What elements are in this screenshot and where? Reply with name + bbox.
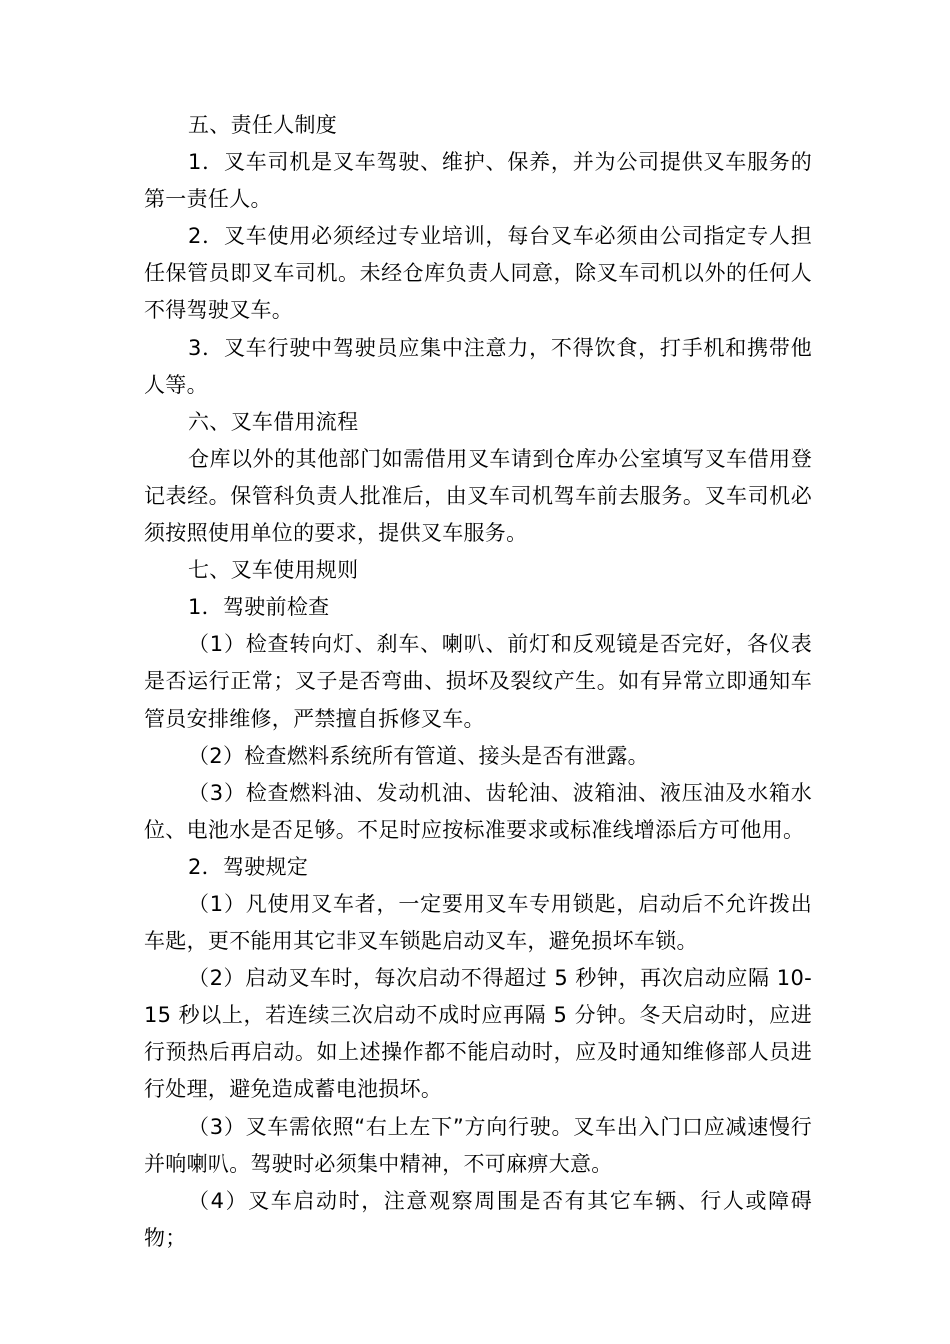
paragraph-5-2: 2．叉车使用必须经过专业培训，每台叉车必须由公司指定专人担任保管员即叉车司机。未经仓库负责人同意，除叉车司机以外的任何人不得驾驶叉车。 [144, 224, 812, 323]
section-heading-6: 六、叉车借用流程 [188, 409, 359, 434]
paragraph-check-3: （3）检查燃料油、发动机油、齿轮油、波箱油、液压油及水箱水位、电池水是否足够。不足时应按标准要求或标准线增添后方可他用。 [144, 780, 812, 842]
paragraph-5-3: 3．叉车行驶中驾驶员应集中注意力，不得饮食，打手机和携带他人等。 [144, 335, 812, 397]
document-body [144, 107, 812, 1257]
paragraph-6-1: 仓库以外的其他部门如需借用叉车请到仓库办公室填写叉车借用登记表经。保管科负责人批准后，由叉车司机驾车前去服务。叉车司机必须按照使用单位的要求，提供叉车服务。 [144, 446, 812, 546]
paragraph-check-2: （2）检查燃料系统所有管道、接头是否有泄露。 [188, 743, 649, 768]
paragraph-rule-2: （2）启动叉车时，每次启动不得超过 5 秒钟，再次启动应隔 10-15 秒以上，若连续三次启动不成时应再隔 5 分钟。冬天启动时，应进行预热后再启动。如上述操作都不能启动时，应及时通知维修部人员进行处理，避免造成蓄电池损坏。 [144, 966, 812, 1102]
subheading-pre-drive-check: 1．驾驶前检查 [188, 595, 330, 620]
paragraph-5-1: 1．叉车司机是叉车驾驶、维护、保养，并为公司提供叉车服务的第一责任人。 [144, 150, 812, 212]
section-heading-5: 五、责任人制度 [188, 113, 338, 137]
section-heading-7: 七、叉车使用规则 [188, 558, 359, 583]
paragraph-check-1: （1）检查转向灯、刹车、喇叭、前灯和反观镜是否完好，各仪表是否运行正常；叉子是否弯曲、损坏及裂纹产生。如有异常立即通知车管员安排维修，严禁擅自拆修叉车。 [144, 632, 812, 731]
paragraph-rule-4: （4）叉车启动时，注意观察周围是否有其它车辆、行人或障碍物； [144, 1188, 812, 1250]
paragraph-rule-3: （3）叉车需依照“右上左下”方向行驶。叉车出入门口应减速慢行并响喇叭。驾驶时必须集中精神，不可麻痹大意。 [144, 1114, 812, 1176]
subheading-driving-rules: 2．驾驶规定 [188, 854, 309, 879]
paragraph-rule-1: （1）凡使用叉车者，一定要用叉车专用锁匙，启动后不允许拨出车匙，更不能用其它非叉车锁匙启动叉车，避免损坏车锁。 [144, 891, 812, 954]
